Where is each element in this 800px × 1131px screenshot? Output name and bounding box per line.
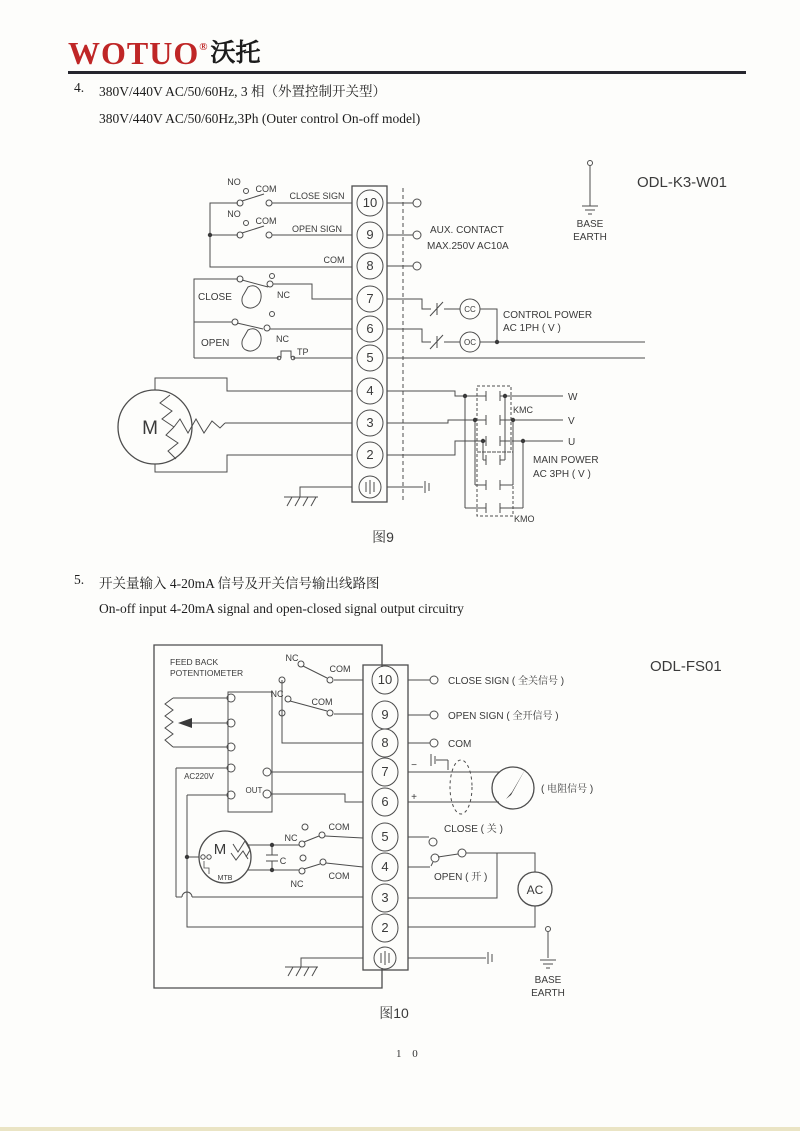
fig10-base-earth-icon bbox=[546, 927, 551, 932]
fig10-terminal-8: 8 bbox=[381, 735, 389, 750]
figure10-diagram bbox=[0, 630, 800, 1030]
fig9-cc-label: CC bbox=[464, 305, 476, 314]
fig10-ac220v-label: AC220V bbox=[184, 772, 214, 781]
fig9-tp-label: TP bbox=[297, 347, 309, 357]
fig10-terminal-4: 4 bbox=[381, 859, 389, 874]
header-divider bbox=[68, 71, 746, 74]
fig9-terminal-2: 2 bbox=[366, 447, 374, 462]
fig10-terminal-10: 10 bbox=[377, 672, 393, 687]
fig10-com1-label: COM bbox=[329, 664, 351, 674]
fig9-terminal-5: 5 bbox=[366, 350, 374, 365]
fig9-oc-label: OC bbox=[464, 338, 476, 347]
fig10-plus-label: + bbox=[411, 792, 417, 803]
fig10-close-cmd-label: CLOSE ( 关 ) bbox=[444, 824, 503, 835]
fig9-kmo-label: KMO bbox=[514, 514, 535, 524]
fig9-close-label: CLOSE bbox=[198, 292, 232, 303]
fig9-open-cam-icon bbox=[242, 329, 261, 351]
fig9-u-label: U bbox=[568, 437, 576, 448]
section4-number: 4. bbox=[74, 80, 85, 95]
fig10-model-label: ODL-FS01 bbox=[650, 658, 722, 675]
fig9-model-label: ODL-K3-W01 bbox=[637, 174, 728, 191]
fig10-ac-label: AC bbox=[526, 883, 544, 897]
fig10-earth-label: EARTH bbox=[531, 988, 565, 999]
fig9-com1-label: COM bbox=[255, 184, 277, 194]
fig9-terminal-7: 7 bbox=[366, 291, 374, 306]
fig10-ac-source-icon bbox=[518, 872, 552, 906]
fig10-open-cmd-label: OPEN ( 开 ) bbox=[434, 872, 488, 883]
fig9-base-label: BASE bbox=[576, 219, 604, 230]
fig9-base-earth-icon bbox=[588, 161, 593, 166]
fig9-w-label: W bbox=[568, 392, 578, 403]
fig10-nc4-label: NC bbox=[290, 879, 304, 889]
fig9-close-cam-icon bbox=[242, 286, 261, 308]
fig10-mtb-label: MTB bbox=[217, 875, 233, 882]
fig10-com5-label: COM bbox=[328, 871, 350, 881]
fig9-kmc-label: KMC bbox=[513, 405, 533, 415]
fig9-no1-label: NO bbox=[227, 177, 241, 187]
fig9-earth-label: EARTH bbox=[573, 232, 607, 243]
fig9-terminal-strip bbox=[352, 186, 387, 502]
fig9-main-rating-label: AC 3PH ( V ) bbox=[533, 469, 591, 480]
fig10-terminal-7: 7 bbox=[381, 764, 389, 779]
fig10-nc2-label: NC bbox=[270, 689, 284, 699]
fig9-open-sign-label: OPEN SIGN bbox=[291, 224, 343, 234]
fig10-feedback2-label: POTENTIOMETER bbox=[170, 668, 244, 678]
fig9-no2-label: NO bbox=[227, 209, 241, 219]
fig10-resistance-label: ( 电阻信号 ) bbox=[541, 784, 594, 795]
fig9-control-rating-label: AC 1PH ( V ) bbox=[503, 323, 561, 334]
figure9-diagram bbox=[0, 150, 800, 560]
fig10-motor-label: M bbox=[213, 841, 227, 858]
fig10-wiper-arrow-icon bbox=[178, 718, 192, 728]
fig9-caption: 图9 bbox=[372, 529, 394, 545]
fig10-close-sign-label: CLOSE SIGN ( 全关信号 ) bbox=[448, 676, 565, 687]
section5-number: 5. bbox=[74, 572, 85, 587]
fig10-terminal-6: 6 bbox=[381, 794, 389, 809]
brand-wordmark: WOTUO bbox=[68, 35, 200, 71]
fig9-terminal-3: 3 bbox=[366, 415, 374, 430]
fig9-aux-contact-label: AUX. CONTACT bbox=[430, 225, 504, 236]
fig10-com4-label: COM bbox=[328, 822, 350, 832]
fig10-motor-icon bbox=[199, 831, 251, 883]
fig10-labels bbox=[170, 653, 722, 1021]
fig10-open-sign-label: OPEN SIGN ( 全开信号 ) bbox=[448, 711, 559, 722]
section5-title-cn: 开关量输入 4-20mA 信号及开关信号输出线路图 bbox=[99, 576, 380, 591]
fig9-dashed-lines bbox=[403, 188, 513, 516]
fig10-com2-label: COM bbox=[311, 697, 333, 707]
fig10-minus-label: − bbox=[411, 760, 417, 771]
fig9-control-power-label: CONTROL POWER bbox=[503, 310, 593, 321]
fig10-out-label: OUT bbox=[245, 786, 263, 795]
section4-title-cn: 380V/440V AC/50/60Hz, 3 相（外置控制开关型） bbox=[99, 84, 387, 99]
registered-mark-icon: ® bbox=[199, 41, 208, 53]
section4-title-en: 380V/440V AC/50/60Hz,3Ph (Outer control On-off model) bbox=[99, 111, 421, 126]
fig9-aux-rating-label: MAX.250V AC10A bbox=[427, 241, 509, 252]
fig9-motor-icon bbox=[118, 390, 225, 464]
fig10-caption: 图10 bbox=[379, 1005, 409, 1021]
page-number: 1 0 bbox=[396, 1048, 422, 1060]
scan-edge-band bbox=[0, 1127, 800, 1131]
fig10-base-label: BASE bbox=[534, 975, 562, 986]
fig10-feedback1-label: FEED BACK bbox=[170, 657, 219, 667]
fig10-terminal-3: 3 bbox=[381, 890, 389, 905]
fig9-terminal-9: 9 bbox=[366, 227, 374, 242]
fig9-main-power-label: MAIN POWER bbox=[533, 455, 599, 466]
fig9-terminal-10: 10 bbox=[362, 195, 378, 210]
fig10-terminal-5: 5 bbox=[381, 829, 389, 844]
fig10-com3-label: COM bbox=[448, 739, 472, 750]
section5-title-en: On-off input 4-20mA signal and open-closed signal output circuitry bbox=[99, 601, 464, 616]
fig10-terminal-strip bbox=[363, 665, 408, 970]
fig9-nc2-label: NC bbox=[276, 334, 289, 344]
fig9-terminal-8: 8 bbox=[366, 258, 374, 273]
fig10-terminal-9: 9 bbox=[381, 707, 389, 722]
fig9-v-label: V bbox=[568, 416, 575, 427]
brand-chinese-name: 沃托 bbox=[210, 38, 261, 67]
fig9-motor-label: M bbox=[142, 418, 158, 439]
fig9-com3-label: COM bbox=[323, 255, 345, 265]
fig10-dashed-lines bbox=[450, 760, 472, 814]
fig10-cap-label: C bbox=[279, 856, 287, 866]
fig10-wires bbox=[154, 645, 556, 988]
fig10-nc1-label: NC bbox=[285, 653, 299, 663]
fig10-nc3-label: NC bbox=[284, 833, 298, 843]
fig9-open-label: OPEN bbox=[201, 338, 230, 349]
fig10-meter-icon bbox=[492, 767, 534, 809]
fig9-terminal-4: 4 bbox=[366, 383, 374, 398]
fig10-terminal-2: 2 bbox=[381, 920, 389, 935]
fig9-com2-label: COM bbox=[255, 216, 277, 226]
fig9-terminal-6: 6 bbox=[366, 321, 374, 336]
brand-logo bbox=[68, 33, 260, 72]
fig9-nc1-label: NC bbox=[277, 290, 290, 300]
fig9-close-sign-label: CLOSE SIGN bbox=[289, 191, 345, 201]
